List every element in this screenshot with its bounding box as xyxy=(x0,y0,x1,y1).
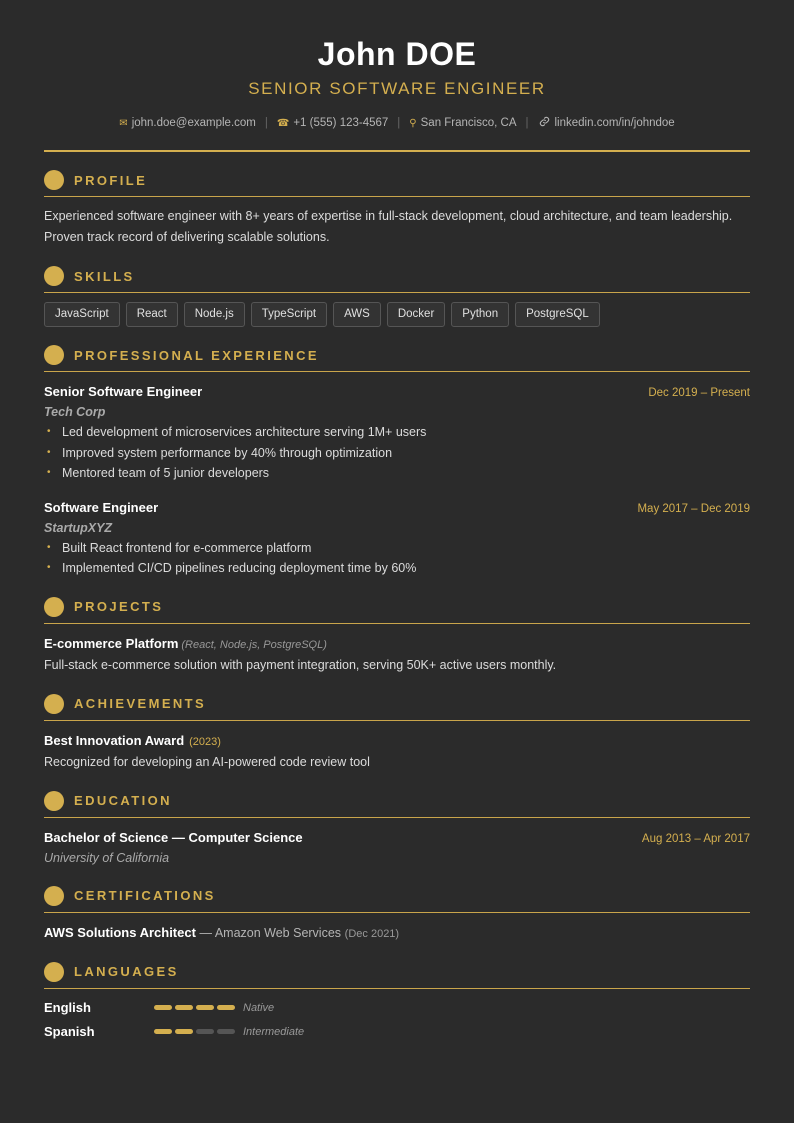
section-header-certifications xyxy=(44,886,750,913)
education-dates: Aug 2013 – Apr 2017 xyxy=(641,832,750,845)
contact-separator: | xyxy=(264,117,268,129)
email-text: john.doe@example.com xyxy=(131,117,256,129)
section-dot-icon xyxy=(44,694,64,714)
rating-bar-empty xyxy=(217,1029,235,1034)
section-dot-icon xyxy=(44,266,64,286)
project-name: E-commerce Platform xyxy=(44,635,179,651)
bullet-icon: • xyxy=(47,467,51,478)
rating-bar-filled xyxy=(154,1005,172,1010)
skills-list xyxy=(44,302,750,327)
language-row xyxy=(44,999,750,1017)
bullet-icon: • xyxy=(47,562,51,573)
contact-separator: | xyxy=(525,117,529,129)
rating-bar-filled xyxy=(175,1029,193,1034)
rating-bar-filled xyxy=(217,1005,235,1010)
linkedin-text: linkedin.com/in/johndoe xyxy=(554,117,675,129)
section-title-experience: PROFESSIONAL EXPERIENCE xyxy=(74,347,319,363)
section-title-projects: PROJECTS xyxy=(74,599,164,614)
section-title-achievements: ACHIEVEMENTS xyxy=(74,696,207,711)
section-title-languages: LANGUAGES xyxy=(74,964,179,979)
contact-separator: | xyxy=(397,117,401,129)
section-title-certifications: CERTIFICATIONS xyxy=(74,888,216,903)
candidate-name: John DOE xyxy=(317,36,477,72)
resume-header xyxy=(44,0,750,152)
section-title-profile: PROFILE xyxy=(74,172,148,188)
rating-bar-filled xyxy=(196,1005,214,1010)
experience-entry xyxy=(44,382,750,484)
location-text: San Francisco, CA xyxy=(420,117,517,129)
achievement-name: Best Innovation Award xyxy=(44,732,185,748)
achievement-year: (2023) xyxy=(189,735,221,748)
achievement-description: Recognized for developing an AI-powered code review tool xyxy=(44,754,370,769)
language-name: Spanish xyxy=(44,1024,95,1039)
certification-date: (Dec 2021) xyxy=(344,927,400,940)
section-header-projects xyxy=(44,597,750,624)
bullet-icon: • xyxy=(47,541,51,553)
experience-entry xyxy=(44,498,750,579)
certification-issuer: — Amazon Web Services xyxy=(199,925,342,940)
section-header-profile xyxy=(44,170,750,197)
section-title-skills: SKILLS xyxy=(74,268,135,284)
languages-list xyxy=(44,999,750,1041)
education-entry xyxy=(44,828,750,868)
header-divider xyxy=(44,150,750,152)
section-header-education xyxy=(44,791,750,818)
skill-tag: Python xyxy=(451,302,509,327)
section-dot-icon xyxy=(44,170,64,190)
rating-bar-filled xyxy=(154,1029,172,1034)
section-title-education: EDUCATION xyxy=(74,793,172,808)
bullet-icon: • xyxy=(47,426,51,437)
language-level: Intermediate xyxy=(243,1025,305,1038)
phone-icon: ☎ xyxy=(276,118,290,129)
achievement-entry xyxy=(44,731,750,773)
job-bullet: • Led development of microservices architecture serving 1M+ users xyxy=(44,422,750,443)
link-icon xyxy=(538,114,551,129)
certification-name: AWS Solutions Architect xyxy=(44,924,196,940)
project-tech: (React, Node.js, PostgreSQL) xyxy=(181,638,327,651)
contact-phone[interactable] xyxy=(277,115,388,132)
job-title: Senior Software Engineer xyxy=(44,384,203,399)
section-dot-icon xyxy=(44,791,64,811)
project-entry xyxy=(44,634,750,676)
language-rating xyxy=(154,1029,238,1034)
contact-location xyxy=(409,115,516,132)
section-header-skills xyxy=(44,266,750,293)
skill-tag: Docker xyxy=(387,302,445,327)
job-bullets xyxy=(44,538,750,579)
bullet-icon: • xyxy=(47,446,51,458)
section-header-experience xyxy=(44,345,750,372)
job-title: Software Engineer xyxy=(44,499,159,515)
contact-line xyxy=(44,114,750,132)
skill-tag: Node.js xyxy=(184,302,245,327)
job-bullet: • Mentored team of 5 junior developers xyxy=(44,463,750,484)
language-level: Native xyxy=(243,1001,275,1014)
skill-tag: TypeScript xyxy=(251,302,327,327)
job-bullet: • Improved system performance by 40% through optimization xyxy=(44,443,750,464)
job-bullet: • Built React frontend for e-commerce platform xyxy=(44,538,750,559)
contact-email[interactable] xyxy=(119,115,256,132)
language-rating xyxy=(154,1005,238,1010)
job-bullets xyxy=(44,422,750,484)
job-dates: May 2017 – Dec 2019 xyxy=(637,502,750,515)
language-row xyxy=(44,1023,750,1041)
section-header-languages xyxy=(44,962,750,989)
candidate-role: SENIOR SOFTWARE ENGINEER xyxy=(248,79,546,98)
degree: Bachelor of Science — Computer Science xyxy=(44,829,303,845)
envelope-icon: ✉ xyxy=(119,118,128,129)
rating-bar-empty xyxy=(196,1029,214,1034)
job-company: Tech Corp xyxy=(44,405,106,419)
section-dot-icon xyxy=(44,962,64,982)
rating-bar-filled xyxy=(175,1005,193,1010)
language-name: English xyxy=(44,1000,91,1015)
location-pin-icon: ⚲ xyxy=(409,118,417,129)
section-dot-icon xyxy=(44,345,64,365)
project-description: Full-stack e-commerce solution with payment integration, serving 50K+ active users monthly. xyxy=(44,657,557,672)
school: University of California xyxy=(44,850,170,865)
section-header-achievements xyxy=(44,694,750,721)
skill-tag: PostgreSQL xyxy=(515,302,600,327)
section-dot-icon xyxy=(44,886,64,906)
section-dot-icon xyxy=(44,597,64,617)
skill-tag: JavaScript xyxy=(44,302,120,327)
contact-linkedin[interactable] xyxy=(538,114,675,131)
job-company: StartupXYZ xyxy=(44,520,113,535)
skill-tag: AWS xyxy=(333,302,381,327)
job-dates: Dec 2019 – Present xyxy=(648,387,750,399)
certification-entry xyxy=(44,923,750,944)
skill-tag: React xyxy=(126,302,178,327)
profile-summary: Experienced software engineer with 8+ years of expertise in full-stack development, cloud architecture, and team leadership. Proven track record of delivering scalable solutions. xyxy=(44,209,733,244)
phone-text: +1 (555) 123-4567 xyxy=(293,117,389,129)
job-bullet: • Implemented CI/CD pipelines reducing deployment time by 60% xyxy=(44,558,750,579)
